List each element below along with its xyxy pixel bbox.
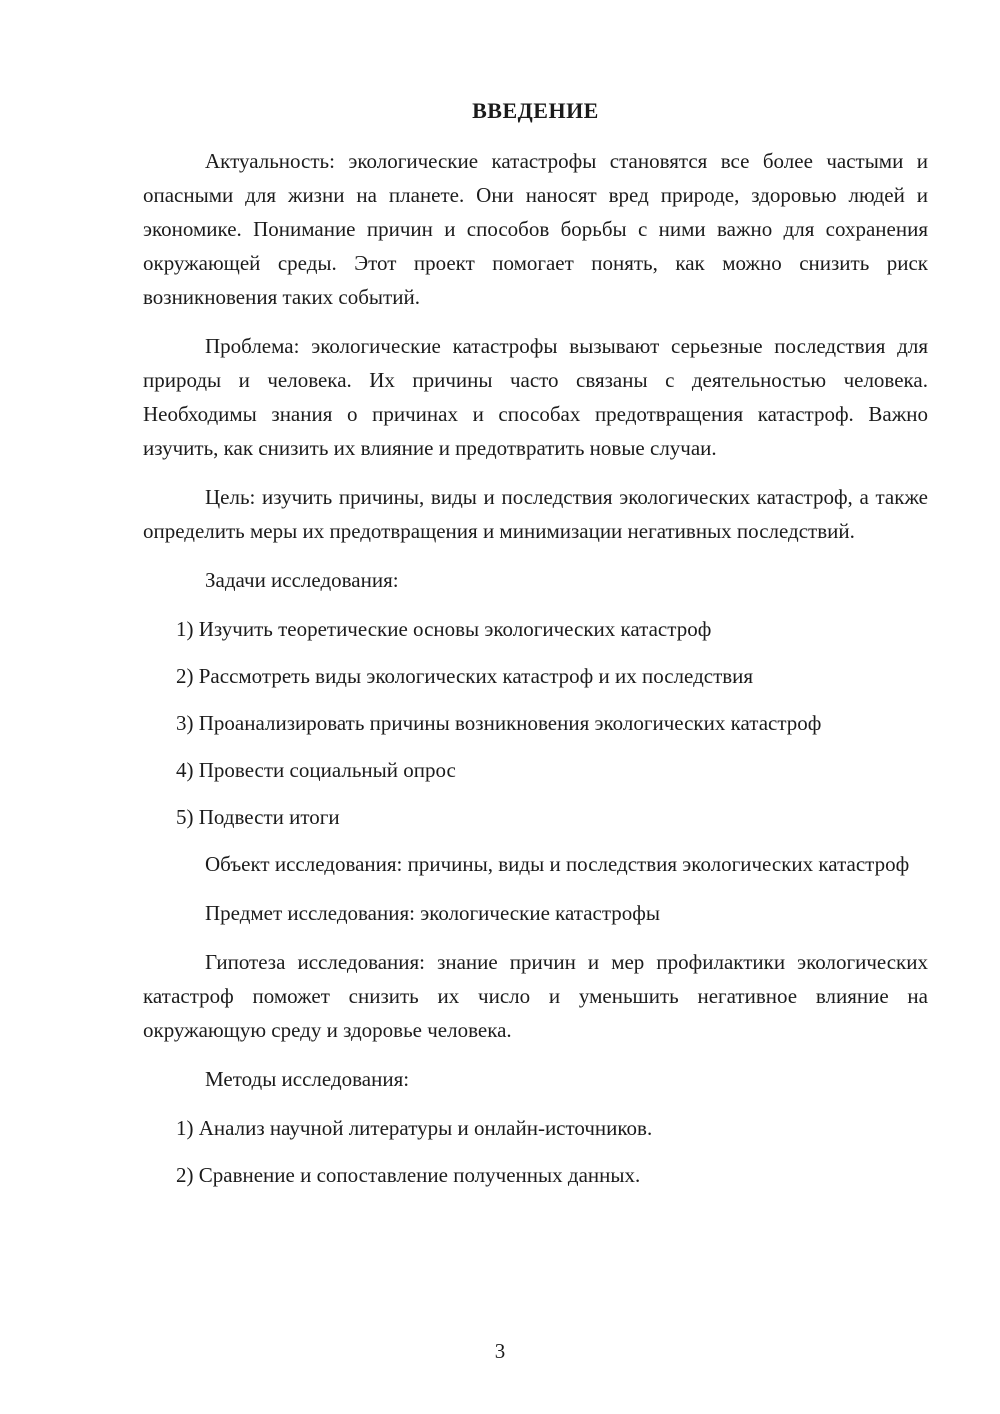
task-item-2: 2) Рассмотреть виды экологических катастроф и их последствия (176, 664, 754, 688)
paragraph-problem: Проблема: экологические катастрофы вызывают серьезные последствия для природы и человека. Их причины часто связаны с деятельностью человека. Необходимы знания о причинах и способах предотвращения катастроф. Важно изучить, как снизить их влияние и предотвратить новые случаи. (143, 334, 928, 460)
page-number: 3 (494, 1339, 506, 1363)
task-item-5: 5) Подвести итоги (176, 805, 340, 829)
method-item-2: 2) Сравнение и сопоставление полученных данных. (176, 1163, 641, 1187)
section-heading: ВВЕДЕНИЕ (472, 98, 599, 123)
paragraph-methods-label: Методы исследования: (205, 1067, 410, 1091)
paragraph-hypothesis: Гипотеза исследования: знание причин и мер профилактики экологических катастроф поможет снизить их число и уменьшить негативное влияние на окружающую среду и здоровье человека. (143, 950, 928, 1042)
paragraph-object: Объект исследования: причины, виды и последствия экологических катастроф (205, 852, 910, 876)
paragraph-subject: Предмет исследования: экологические катастрофы (205, 901, 661, 925)
paragraph-goal: Цель: изучить причины, виды и последствия экологических катастроф, а также определить меры их предотвращения и минимизации негативных последствий. (143, 485, 928, 543)
paragraph-tasks-label: Задачи исследования: (205, 568, 399, 592)
task-item-3: 3) Проанализировать причины возникновения экологических катастроф (176, 711, 822, 735)
task-item-1: 1) Изучить теоретические основы экологических катастроф (176, 617, 712, 641)
task-item-4: 4) Провести социальный опрос (176, 758, 456, 782)
method-item-1: 1) Анализ научной литературы и онлайн-источников. (176, 1116, 653, 1140)
paragraph-relevance: Актуальность: экологические катастрофы становятся все более частыми и опасными для жизни на планете. Они наносят вред природе, здоровью людей и экономике. Понимание причин и способов борьбы с ними важно для сохранения окружающей среды. Этот проект помогает понять, как можно снизить риск возникновения таких событий. (143, 149, 928, 309)
